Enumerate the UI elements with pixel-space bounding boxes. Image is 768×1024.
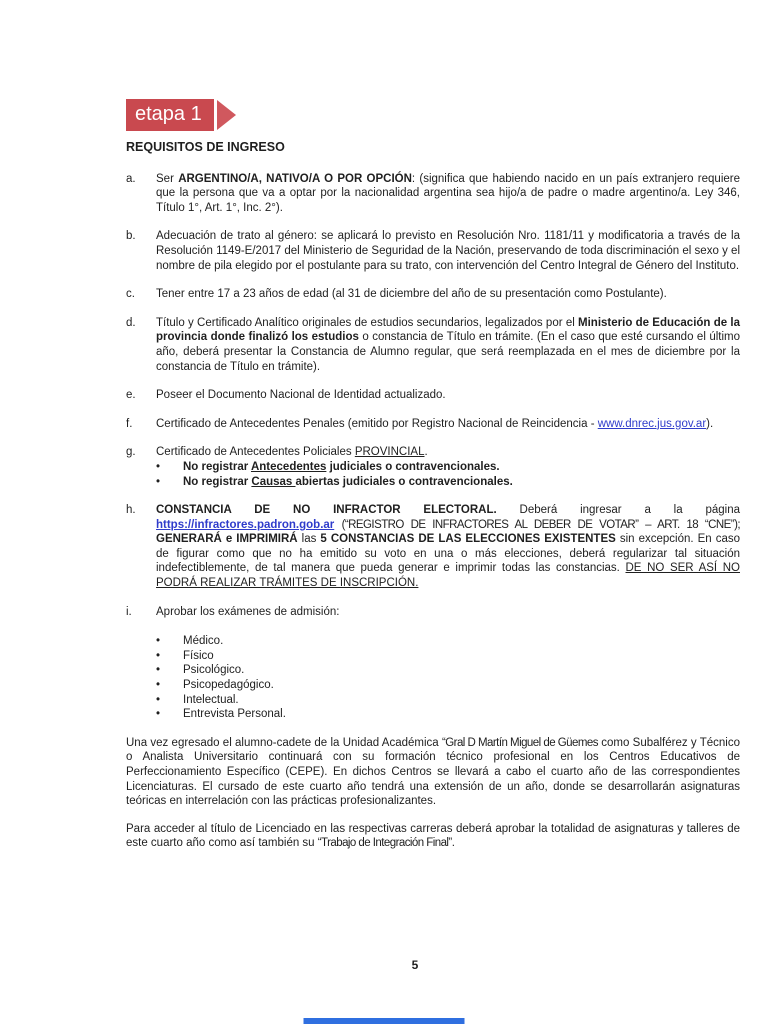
item-text [156, 229, 740, 273]
bullet-text [183, 678, 740, 693]
text-segment: CONSTANCIA DE NO INFRACTOR ELECTORAL. [156, 504, 497, 517]
paragraph [126, 822, 740, 851]
text-segment: las [297, 533, 321, 546]
bullet-item [156, 634, 740, 649]
bullet-item [156, 460, 740, 475]
item-letter: i. [126, 605, 132, 618]
closing-paragraphs [126, 736, 740, 851]
text-segment [334, 519, 341, 531]
bullet-icon: • [156, 679, 161, 692]
text-segment: (“REGISTRO DE INFRACTORES AL DEBER DE VOTAR” – ART. 18 “CNE”); [341, 518, 740, 531]
text-segment: Antecedentes [250, 460, 327, 473]
text-segment: No registrar [183, 475, 252, 488]
item-text [156, 503, 740, 591]
item-letter: e. [126, 389, 136, 402]
bullet-text [183, 475, 740, 490]
bullet-icon: • [156, 664, 161, 677]
text-segment: Psicopedagógico. [183, 679, 274, 692]
bullet-item [156, 693, 740, 708]
bullet-list [156, 634, 740, 722]
text-segment: No registrar [183, 460, 251, 473]
stage-banner-box [126, 99, 214, 131]
bullet-icon: • [156, 475, 161, 488]
item-text [156, 417, 740, 432]
bullet-text [183, 460, 740, 475]
item-text [156, 287, 740, 302]
text-segment: Ser [156, 172, 179, 185]
requirement-item-f [126, 417, 740, 432]
bullet-item [156, 663, 740, 678]
item-letter: f. [126, 417, 133, 430]
bullet-text [183, 649, 740, 664]
text-segment: Intelectual. [183, 693, 239, 706]
text-segment: Certificado de Antecedentes Penales (emitido por Registro Nacional de Reincidencia - [156, 417, 598, 430]
item-text [156, 172, 740, 216]
text-segment: : (significa que habiendo nacido en un país extranjero requiere que la persona que va a optar por la nacionalidad argentina sea hijo/a de padre o madre argentino/a. Ley 346, Título 1°, Art. 1°, Inc. 2°). [156, 172, 741, 214]
requirement-item-e [126, 388, 740, 403]
progress-bar [304, 1018, 465, 1024]
requirement-item-h [126, 503, 740, 591]
text-segment: Deberá ingresar a la página [496, 504, 740, 517]
hyperlink[interactable]: www.dnrec.jus.gov.ar [597, 417, 707, 430]
item-text [156, 388, 740, 403]
banner-arrow-icon [217, 100, 236, 130]
text-segment: 5 CONSTANCIAS DE LAS ELECCIONES EXISTENTES [320, 533, 616, 546]
text-segment: sin excepción. En caso de figurar como que no ha emitido su voto en una o más elecciones, deberá regularizar tal situación indefectiblemente, de tal manera que pueda generar e imprimir todas las constancias. [156, 533, 740, 575]
text-segment: ARGENTINO/A, NATIVO/A O POR OPCIÓN [178, 172, 412, 185]
text-segment: Físico [183, 649, 214, 662]
text-segment: Entrevista Personal. [183, 708, 286, 721]
bullet-item [156, 649, 740, 664]
page-title: REQUISITOS DE INGRESO [126, 140, 285, 154]
item-letter: b. [126, 230, 136, 243]
text-segment: . [424, 446, 428, 459]
text-segment: Adecuación de trato al género: se aplicará lo previsto en Resolución Nro. 1181/11 y modificatoria a través de la Resolución 1149-E/2017 del Ministerio de Seguridad de la Nación, preservando de toda discriminación el sexo y el nombre de pila elegido por el postulante para su trato, con intervención del Centro Integral de Género del Instituto. [156, 230, 740, 272]
text-segment: Poseer el Documento Nacional de Identidad actualizado. [156, 389, 446, 402]
paragraph [126, 736, 740, 809]
item-letter: c. [126, 288, 135, 301]
item-text [156, 605, 740, 620]
requirement-item-d [126, 316, 740, 374]
text-segment: como Subalférez y Técnico o Analista Universitario continuará con su formación técnico profesional en los Centros Educativos de Perfeccionamiento Específico (CEPE). En dichos Centros se llevará a cabo el cuarto año de las correspondientes Licenciaturas. El cursado de este cuarto año tendrá una extensión de un año, donde se desarrollarán asignaturas teóricas en interrelación con las prácticas profesionalizantes. [126, 736, 741, 808]
item-text [156, 316, 740, 374]
item-letter: g. [126, 446, 136, 459]
text-segment: o constancia de Título en trámite. (En el caso que esté cursando el último año, deberá presentar la Constancia de Alumno regular, que será reemplazada en el mes de diciembre por la constancia de Título en trámite). [156, 331, 740, 373]
text-segment: Médico. [183, 635, 224, 648]
requirement-item-a [126, 172, 740, 216]
bullet-item [156, 707, 740, 722]
text-segment: Aprobar los exámenes de admisión: [156, 605, 340, 618]
text-segment: DE NO SER ASÍ NO PODRÁ REALIZAR TRÁMITES DE INSCRIPCIÓN. [156, 562, 740, 590]
bullet-text [183, 693, 740, 708]
bullet-list [156, 460, 740, 489]
item-text [156, 445, 740, 460]
text-segment: Título y Certificado Analítico originales de estudios secundarios, legalizados por el [156, 316, 579, 329]
text-segment: Una vez egresado el alumno-cadete de la Unidad Académica [126, 736, 442, 749]
hyperlink[interactable]: https://infractores.padron.gob.ar [156, 518, 335, 531]
bullet-icon: • [156, 708, 161, 721]
text-segment: PROVINCIAL [354, 446, 425, 459]
stage-banner-label: etapa 1 [135, 102, 202, 125]
requirements-list [126, 172, 740, 722]
page-number: 5 [411, 958, 419, 972]
bullet-item [156, 678, 740, 693]
item-letter: h. [126, 504, 136, 517]
text-segment: Tener entre 17 a 23 años de edad (al 31 de diciembre del año de su presentación como Postulante). [156, 288, 667, 301]
bullet-text [183, 634, 740, 649]
text-segment: Para acceder al título de Licenciado en las respectivas carreras deberá aprobar la totalidad de asignaturas y talleres de este cuarto año como así también su [126, 822, 740, 850]
text-segment: Causas [251, 475, 296, 488]
text-segment: judiciales o contravencionales. [326, 460, 500, 473]
bullet-text [183, 707, 740, 722]
bullet-icon: • [156, 460, 161, 473]
bullet-icon: • [156, 649, 161, 662]
requirement-item-i [126, 605, 740, 722]
text-segment: “Gral D Martín Miguel de Güemes [441, 736, 598, 749]
text-segment: abiertas judiciales o contravencionales. [295, 475, 513, 488]
text-segment: ). [706, 417, 714, 430]
text-segment: “Trabajo de Integración Final”. [317, 837, 455, 850]
requirement-item-g [126, 445, 740, 489]
requirement-item-b [126, 229, 740, 273]
item-letter: a. [126, 172, 136, 185]
requirement-item-c [126, 287, 740, 302]
text-segment: Psicológico. [183, 664, 245, 677]
stage-banner [126, 100, 740, 130]
document-content [126, 100, 740, 864]
item-letter: d. [126, 316, 136, 329]
bullet-item [156, 475, 740, 490]
bullet-icon: • [156, 693, 161, 706]
text-segment: GENERARÁ e IMPRIMIRÁ [156, 533, 298, 546]
text-segment: Certificado de Antecedentes Policiales [156, 446, 355, 459]
bullet-text [183, 663, 740, 678]
text-segment: Ministerio de Educación de la provincia donde finalizó los estudios [156, 316, 740, 344]
bullet-icon: • [156, 635, 161, 648]
